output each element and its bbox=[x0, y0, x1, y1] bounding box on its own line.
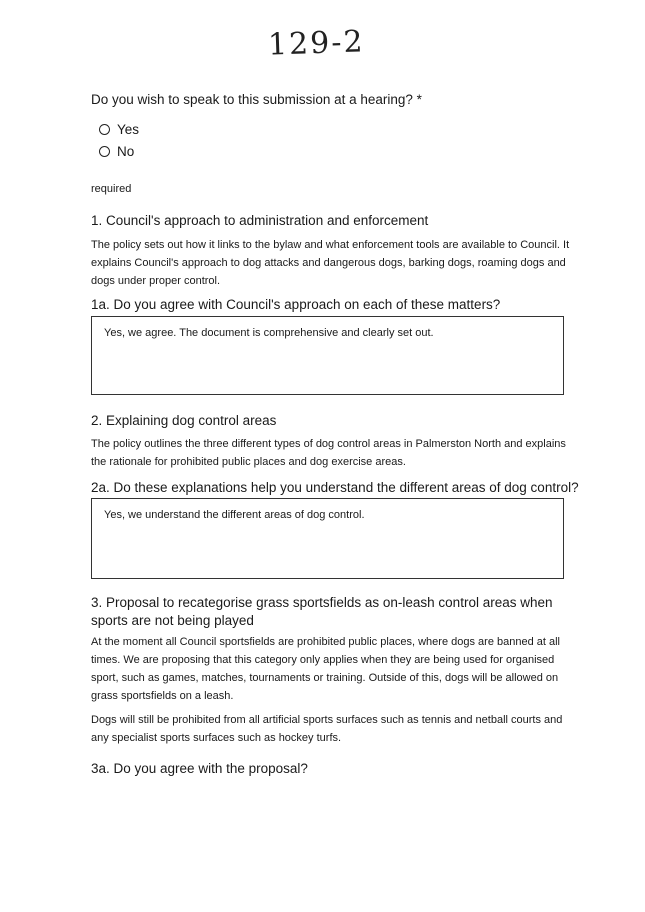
radio-no[interactable] bbox=[99, 144, 134, 159]
section1-heading: 1. Council's approach to administration and enforcement bbox=[91, 213, 429, 228]
question-1a: 1a. Do you agree with Council's approach on each of these matters? bbox=[91, 297, 501, 312]
answer-2a-textarea[interactable] bbox=[91, 498, 564, 579]
handwritten-page-number: 129-2 bbox=[267, 24, 366, 63]
answer-1a-text: Yes, we agree. The document is comprehensive and clearly set out. bbox=[104, 327, 434, 339]
section3-heading: 3. Proposal to recategorise grass sportsfields as on-leash control areas when sports are not being played bbox=[91, 595, 553, 628]
section2-description: The policy outlines the three different types of dog control areas in Palmerston North and explains the rationale for prohibited public places and dog exercise areas. bbox=[91, 438, 566, 468]
radio-yes[interactable] bbox=[99, 122, 139, 137]
radio-no-label: No bbox=[117, 144, 135, 159]
section3-description-2: Dogs will still be prohibited from all artificial sports surfaces such as tennis and netball courts and any specialist sports surfaces such as hockey turfs. bbox=[91, 714, 563, 744]
section3-description: At the moment all Council sportsfields are prohibited public places, where dogs are banned at all times. We are proposing that this category only applies when they are being used for organised sport, such as games, matches, tournaments or training. Outside of this, dogs will be allowed on grass sportsfields on a leash. bbox=[91, 636, 560, 702]
answer-2a-text: Yes, we understand the different areas of dog control. bbox=[104, 509, 365, 521]
answer-1a-textarea[interactable] bbox=[91, 316, 564, 395]
question-3a: 3a. Do you agree with the proposal? bbox=[91, 761, 308, 776]
section2-heading: 2. Explaining dog control areas bbox=[91, 413, 277, 428]
radio-yes-circle[interactable] bbox=[99, 124, 110, 135]
required-note: required bbox=[91, 183, 132, 195]
radio-yes-label: Yes bbox=[117, 122, 140, 137]
section1-description: The policy sets out how it links to the bylaw and what enforcement tools are available to Council. It explains Council's approach to dog attacks and dangerous dogs, barking dogs, roaming dogs and dogs under proper control. bbox=[91, 239, 570, 287]
hearing-question: Do you wish to speak to this submission at a hearing? * bbox=[91, 92, 422, 107]
question-2a: 2a. Do these explanations help you understand the different areas of dog control? bbox=[91, 480, 579, 495]
radio-no-circle[interactable] bbox=[99, 146, 110, 157]
